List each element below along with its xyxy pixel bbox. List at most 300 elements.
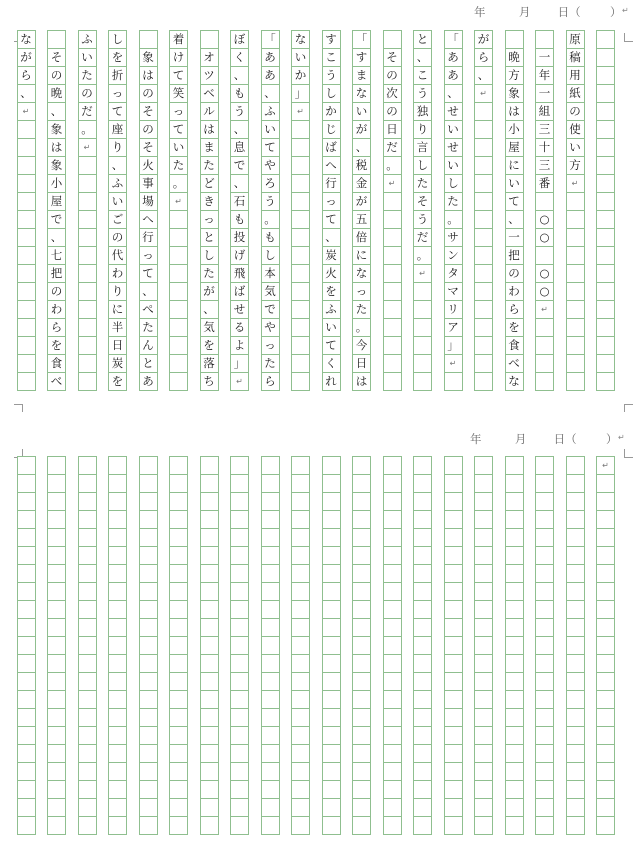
grid-cell (352, 600, 371, 619)
grid-cell: ↵ (566, 174, 585, 193)
grid-cell (47, 30, 66, 49)
grid-cell (474, 120, 493, 139)
grid-cell (383, 372, 402, 391)
grid-cell (566, 744, 585, 763)
grid-cell (47, 492, 66, 511)
grid-cell (413, 510, 432, 529)
grid-cell: 座 (108, 120, 127, 139)
grid-cell (169, 762, 188, 781)
grid-cell: て (261, 138, 280, 157)
grid-cell (169, 690, 188, 709)
grid-cell (261, 708, 280, 727)
grid-cell (17, 762, 36, 781)
grid-cell: だ (413, 228, 432, 247)
grid-cell: わ (108, 264, 127, 283)
grid-cell (200, 474, 219, 493)
grid-cell: ↵ (78, 138, 97, 157)
grid-cell (566, 336, 585, 355)
grid-cell (78, 300, 97, 319)
grid-cell (444, 582, 463, 601)
grid-cell (505, 798, 524, 817)
grid-cell (535, 762, 554, 781)
grid-cell (566, 354, 585, 373)
grid-cell (139, 690, 158, 709)
grid-cell (535, 618, 554, 637)
grid-cell: 。 (261, 210, 280, 229)
grid-cell (535, 546, 554, 565)
grid-cell: 晩 (47, 84, 66, 103)
grid-cell: ↵ (17, 102, 36, 121)
grid-cell (291, 372, 310, 391)
grid-cell: あ (261, 66, 280, 85)
grid-cell (78, 264, 97, 283)
grid-cell (230, 456, 249, 475)
grid-cell (352, 582, 371, 601)
grid-cell (230, 546, 249, 565)
grid-cell: き (200, 192, 219, 211)
grid-cell (596, 138, 615, 157)
grid-column (169, 456, 188, 834)
grid-cell (322, 600, 341, 619)
grid-cell (566, 582, 585, 601)
grid-cell: べ (505, 354, 524, 373)
day-label: 日（ (557, 5, 581, 19)
grid-cell: 。 (383, 156, 402, 175)
grid-cell (139, 798, 158, 817)
grid-cell (383, 708, 402, 727)
grid-cell (291, 138, 310, 157)
grid-cell (47, 456, 66, 475)
grid-cell (474, 336, 493, 355)
grid-cell: だ (78, 102, 97, 121)
grid-cell (17, 336, 36, 355)
grid-cell (230, 636, 249, 655)
grid-column (261, 456, 280, 834)
grid-cell (413, 582, 432, 601)
grid-cell (200, 690, 219, 709)
grid-cell (108, 636, 127, 655)
grid-cell (78, 282, 97, 301)
grid-cell (108, 492, 127, 511)
grid-cell (474, 654, 493, 673)
grid-cell (261, 528, 280, 547)
grid-cell (230, 672, 249, 691)
grid-cell: て (322, 210, 341, 229)
grid-cell (78, 210, 97, 229)
grid-cell (291, 492, 310, 511)
grid-cell (200, 780, 219, 799)
grid-cell (505, 726, 524, 745)
grid-cell: ぺ (139, 300, 158, 319)
grid-cell (322, 816, 341, 835)
grid-cell: ふ (261, 102, 280, 121)
grid-cell (596, 564, 615, 583)
grid-cell: を (108, 48, 127, 67)
grid-cell: っ (322, 192, 341, 211)
grid-cell (200, 456, 219, 475)
grid-cell (444, 528, 463, 547)
grid-cell: な (352, 264, 371, 283)
grid-cell (78, 654, 97, 673)
grid-cell (17, 354, 36, 373)
grid-cell (291, 726, 310, 745)
grid-cell (17, 510, 36, 529)
grid-column (17, 456, 36, 834)
grid-cell (383, 210, 402, 229)
grid-cell (108, 474, 127, 493)
grid-cell: た (413, 174, 432, 193)
grid-cell: 紙 (566, 84, 585, 103)
grid-cell (413, 456, 432, 475)
grid-cell (566, 192, 585, 211)
grid-cell: ご (108, 210, 127, 229)
grid-cell (78, 618, 97, 637)
grid-cell: を (200, 336, 219, 355)
grid-cell (383, 528, 402, 547)
grid-cell (413, 708, 432, 727)
grid-cell (352, 672, 371, 691)
grid-cell (291, 264, 310, 283)
grid-column (535, 456, 554, 834)
grid-cell (535, 336, 554, 355)
grid-cell: 、 (230, 120, 249, 139)
grid-cell (47, 564, 66, 583)
grid-cell (352, 474, 371, 493)
grid-cell (230, 708, 249, 727)
grid-cell: ↵ (596, 456, 615, 475)
grid-cell (230, 762, 249, 781)
date-header-2 (470, 431, 617, 447)
grid-cell (383, 30, 402, 49)
grid-cell: へ (322, 156, 341, 175)
grid-column (200, 456, 219, 834)
grid-cell: 把 (47, 264, 66, 283)
grid-cell (78, 492, 97, 511)
grid-cell (505, 564, 524, 583)
grid-cell (261, 690, 280, 709)
grid-cell: そ (383, 48, 402, 67)
grid-cell: く (322, 354, 341, 373)
grid-cell (352, 708, 371, 727)
grid-cell (78, 474, 97, 493)
grid-cell (47, 690, 66, 709)
grid-cell (169, 474, 188, 493)
grid-cell: 日 (108, 336, 127, 355)
grid-cell: 日 (352, 354, 371, 373)
grid-cell (108, 600, 127, 619)
grid-cell (596, 318, 615, 337)
grid-cell (566, 528, 585, 547)
grid-cell (444, 672, 463, 691)
grid-cell: 食 (505, 336, 524, 355)
grid-cell (413, 726, 432, 745)
grid-cell (17, 156, 36, 175)
grid-cell (474, 210, 493, 229)
grid-cell (47, 744, 66, 763)
grid-cell (169, 510, 188, 529)
grid-cell: と (139, 354, 158, 373)
grid-cell (78, 798, 97, 817)
grid-cell (352, 780, 371, 799)
grid-cell (78, 456, 97, 475)
grid-cell (47, 708, 66, 727)
grid-cell (505, 744, 524, 763)
grid-cell: 、 (352, 138, 371, 157)
grid-cell (169, 354, 188, 373)
grid-cell (566, 246, 585, 265)
grid-cell (535, 600, 554, 619)
grid-cell: た (78, 66, 97, 85)
grid-cell (78, 354, 97, 373)
grid-column (78, 456, 97, 834)
grid-cell (291, 762, 310, 781)
grid-cell: も (230, 210, 249, 229)
grid-cell (291, 456, 310, 475)
grid-column (108, 456, 127, 834)
grid-cell: そ (47, 48, 66, 67)
grid-cell (352, 744, 371, 763)
grid-cell: ↵ (169, 192, 188, 211)
grid-cell (413, 282, 432, 301)
grid-cell (169, 264, 188, 283)
grid-cell (444, 492, 463, 511)
grid-cell (596, 798, 615, 817)
grid-cell: ま (200, 138, 219, 157)
manuscript-page-2 (0, 426, 637, 848)
grid-cell (566, 708, 585, 727)
grid-cell: 半 (108, 318, 127, 337)
grid-cell (261, 492, 280, 511)
grid-cell: 炭 (322, 246, 341, 265)
grid-cell (230, 582, 249, 601)
grid-cell: て (169, 120, 188, 139)
grid-column (261, 30, 280, 390)
grid-cell: た (169, 156, 188, 175)
grid-cell (108, 744, 127, 763)
grid-cell (596, 546, 615, 565)
grid-cell (474, 726, 493, 745)
grid-cell (169, 246, 188, 265)
grid-cell (444, 780, 463, 799)
grid-cell: ツ (200, 66, 219, 85)
grid-cell (596, 762, 615, 781)
grid-cell: 火 (322, 264, 341, 283)
crop-mark-top-right (624, 33, 633, 42)
grid-cell (291, 546, 310, 565)
grid-cell (291, 654, 310, 673)
grid-cell (78, 318, 97, 337)
grid-cell: 、 (474, 66, 493, 85)
grid-cell (596, 210, 615, 229)
grid-cell (47, 762, 66, 781)
grid-cell (78, 636, 97, 655)
grid-cell (444, 726, 463, 745)
grid-column (566, 456, 585, 834)
grid-cell (169, 636, 188, 655)
grid-cell (261, 798, 280, 817)
grid-cell: 方 (566, 156, 585, 175)
grid-column (413, 30, 432, 390)
grid-column (566, 30, 585, 390)
grid-cell (383, 546, 402, 565)
grid-cell: 「 (261, 30, 280, 49)
grid-cell (322, 528, 341, 547)
grid-cell: を (322, 282, 341, 301)
grid-cell (139, 600, 158, 619)
grid-cell: ↵ (230, 372, 249, 391)
grid-cell: 本 (261, 264, 280, 283)
grid-cell: 息 (230, 138, 249, 157)
grid-cell (413, 492, 432, 511)
grid-cell (291, 780, 310, 799)
grid-cell (474, 192, 493, 211)
grid-cell (230, 780, 249, 799)
grid-cell (200, 672, 219, 691)
grid-cell: 着 (169, 30, 188, 49)
grid-cell (352, 762, 371, 781)
grid-cell (322, 762, 341, 781)
grid-cell: ○ (535, 228, 554, 247)
grid-cell (17, 282, 36, 301)
grid-cell: た (200, 156, 219, 175)
grid-cell (17, 564, 36, 583)
grid-cell: リ (444, 300, 463, 319)
grid-column (596, 456, 615, 834)
grid-cell (230, 690, 249, 709)
grid-cell (505, 492, 524, 511)
grid-cell: れ (322, 372, 341, 391)
grid-cell (291, 210, 310, 229)
grid-cell: が (352, 192, 371, 211)
grid-cell: 、 (444, 84, 463, 103)
grid-cell (535, 744, 554, 763)
grid-cell (322, 726, 341, 745)
grid-cell (47, 600, 66, 619)
grid-cell: 火 (139, 156, 158, 175)
grid-cell (17, 318, 36, 337)
grid-cell (291, 156, 310, 175)
grid-cell: ら (17, 66, 36, 85)
grid-cell (413, 636, 432, 655)
grid-cell: 飛 (230, 264, 249, 283)
grid-cell (413, 618, 432, 637)
grid-cell: は (200, 120, 219, 139)
grid-cell (322, 672, 341, 691)
grid-cell: あ (444, 48, 463, 67)
grid-cell (383, 618, 402, 637)
grid-cell (322, 510, 341, 529)
grid-cell (322, 636, 341, 655)
grid-cell (17, 708, 36, 727)
grid-cell (566, 456, 585, 475)
grid-cell: と (413, 30, 432, 49)
grid-cell (383, 192, 402, 211)
grid-cell: い (352, 102, 371, 121)
grid-cell (47, 510, 66, 529)
grid-cell (535, 30, 554, 49)
grid-cell (261, 474, 280, 493)
grid-cell (230, 474, 249, 493)
grid-cell: い (505, 174, 524, 193)
grid-cell: し (200, 246, 219, 265)
grid-cell (139, 672, 158, 691)
grid-cell: オ (200, 48, 219, 67)
grid-cell (17, 600, 36, 619)
grid-cell (444, 654, 463, 673)
grid-cell: こ (322, 48, 341, 67)
grid-cell (474, 798, 493, 817)
grid-cell (444, 546, 463, 565)
grid-cell (596, 744, 615, 763)
grid-cell: 五 (352, 210, 371, 229)
grid-cell (535, 192, 554, 211)
grid-cell (169, 564, 188, 583)
grid-cell (596, 174, 615, 193)
grid-cell (505, 690, 524, 709)
grid-cell: て (108, 102, 127, 121)
grid-cell: る (230, 318, 249, 337)
grid-cell (78, 780, 97, 799)
grid-cell (17, 528, 36, 547)
grid-cell (108, 582, 127, 601)
grid-cell (78, 546, 97, 565)
grid-cell (261, 672, 280, 691)
grid-cell (383, 300, 402, 319)
grid-cell (566, 690, 585, 709)
grid-cell (291, 336, 310, 355)
grid-cell (169, 492, 188, 511)
grid-cell (596, 354, 615, 373)
grid-cell (596, 48, 615, 67)
grid-cell (596, 120, 615, 139)
grid-cell (383, 780, 402, 799)
grid-cell (596, 528, 615, 547)
grid-cell (505, 636, 524, 655)
grid-cell: で (230, 156, 249, 175)
grid-cell (200, 798, 219, 817)
grid-cell (413, 300, 432, 319)
grid-cell (230, 510, 249, 529)
grid-cell (108, 762, 127, 781)
grid-cell (291, 708, 310, 727)
grid-cell: 行 (322, 174, 341, 193)
grid-cell (108, 708, 127, 727)
grid-cell (78, 246, 97, 265)
grid-cell: 一 (535, 48, 554, 67)
grid-column (291, 30, 310, 390)
grid-cell (200, 510, 219, 529)
grid-cell: の (383, 102, 402, 121)
grid-cell: ら (474, 48, 493, 67)
grid-cell (291, 282, 310, 301)
grid-cell (566, 300, 585, 319)
grid-cell: て (169, 66, 188, 85)
grid-column (78, 30, 97, 390)
grid-cell: っ (200, 210, 219, 229)
grid-cell (17, 780, 36, 799)
grid-cell: ↵ (535, 300, 554, 319)
grid-cell (444, 564, 463, 583)
grid-cell: た (200, 264, 219, 283)
grid-cell: 晩 (505, 48, 524, 67)
grid-cell (17, 372, 36, 391)
grid-cell (505, 780, 524, 799)
grid-cell: 三 (535, 156, 554, 175)
grid-cell (383, 636, 402, 655)
grid-cell: 原 (566, 30, 585, 49)
grid-cell (200, 726, 219, 745)
grid-cell (78, 600, 97, 619)
